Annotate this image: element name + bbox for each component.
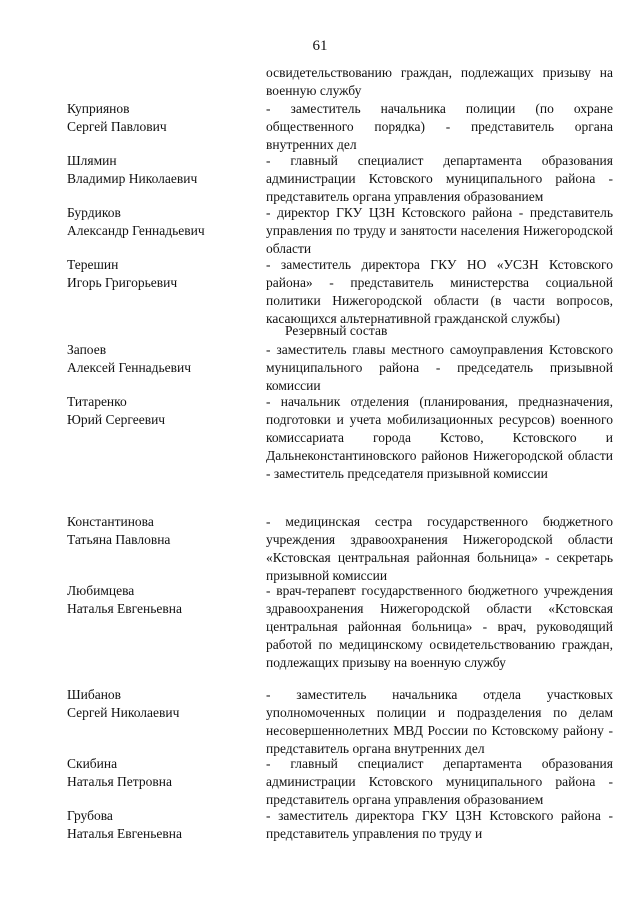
member-surname: Скибина (67, 756, 118, 771)
member-given-names: Владимир Николаевич (67, 171, 198, 186)
member-given-names: Александр Геннадьевич (67, 223, 205, 238)
member-given-names: Наталья Евгеньевна (67, 826, 182, 841)
member-name (67, 686, 257, 722)
member-role: - главный специалист департамента образования администрации Кстовского муниципального района - представитель органа управления образованием (266, 153, 613, 204)
member-surname: Бурдиков (67, 205, 121, 220)
continued-text: освидетельствованию граждан, подлежащих призыву на военную службу (266, 65, 613, 98)
page-number: 61 (312, 38, 328, 54)
member-name (67, 807, 257, 843)
member-given-names: Игорь Григорьевич (67, 275, 178, 290)
member-role: - врач-терапевт государственного бюджетного учреждения здравоохранения Нижегородской области «Кстовская центральная районная больница» - врач, руководящий работой по медицинскому освидетельствованию граждан, подлежащих призыву на военную службу (266, 583, 613, 670)
member-surname: Константинова (67, 514, 154, 529)
member-given-names: Юрий Сергеевич (67, 412, 166, 427)
member-name (67, 341, 257, 377)
member-role: - заместитель директора ГКУ ЦЗН Кстовского района - представитель управления по труду и (266, 808, 613, 841)
member-role: - главный специалист департамента образования администрации Кстовского муниципального района - представитель органа управления образованием (266, 756, 613, 807)
member-given-names: Алексей Геннадьевич (67, 360, 192, 375)
member-surname: Титаренко (67, 394, 127, 409)
member-name (67, 582, 257, 618)
member-name (67, 152, 257, 188)
member-surname: Грубова (67, 808, 113, 823)
member-given-names: Сергей Павлович (67, 119, 167, 134)
member-surname: Куприянов (67, 101, 130, 116)
member-surname: Шлямин (67, 153, 117, 168)
reserve-section-title: Резервный состав (285, 323, 388, 338)
member-role: - медицинская сестра государственного бюджетного учреждения здравоохранения Нижегородской области «Кстовская центральная районная больница» - секретарь призывной комиссии (266, 514, 613, 583)
member-surname: Запоев (67, 342, 107, 357)
member-given-names: Сергей Николаевич (67, 705, 180, 720)
member-name (67, 393, 257, 429)
member-given-names: Наталья Петровна (67, 774, 172, 789)
member-name (67, 204, 257, 240)
member-role: - директор ГКУ ЦЗН Кстовского района - представитель управления по труду и занятости населения Нижегородской области (266, 205, 613, 256)
member-name (67, 100, 257, 136)
member-name (67, 256, 257, 292)
member-role: - заместитель начальника отдела участковых уполномоченных полиции и подразделения по делам несовершеннолетних МВД России по Кстовскому району - представитель органа внутренних дел (266, 687, 613, 756)
member-name (67, 755, 257, 791)
member-surname: Терешин (67, 257, 119, 272)
member-role: - заместитель начальника полиции (по охране общественного порядка) - представитель органа внутренних дел (266, 101, 613, 152)
member-role: - заместитель директора ГКУ НО «УСЗН Кстовского района» - представитель министерства социальной политики Нижегородской области (в части вопросов, касающихся альтернативной гражданской службы) (266, 257, 613, 326)
member-role: - начальник отделения (планирования, предназначения, подготовки и учета мобилизационных ресурсов) военного комиссариата города Кстово, Кстовского и Дальнеконстантиновского районов Нижегородской области - заместитель председателя призывной комиссии (266, 394, 613, 481)
member-role: - заместитель главы местного самоуправления Кстовского муниципального района - председатель призывной комиссии (266, 342, 613, 393)
member-surname: Шибанов (67, 687, 122, 702)
member-name (67, 513, 257, 549)
member-given-names: Наталья Евгеньевна (67, 601, 182, 616)
member-surname: Любимцева (67, 583, 135, 598)
member-given-names: Татьяна Павловна (67, 532, 171, 547)
